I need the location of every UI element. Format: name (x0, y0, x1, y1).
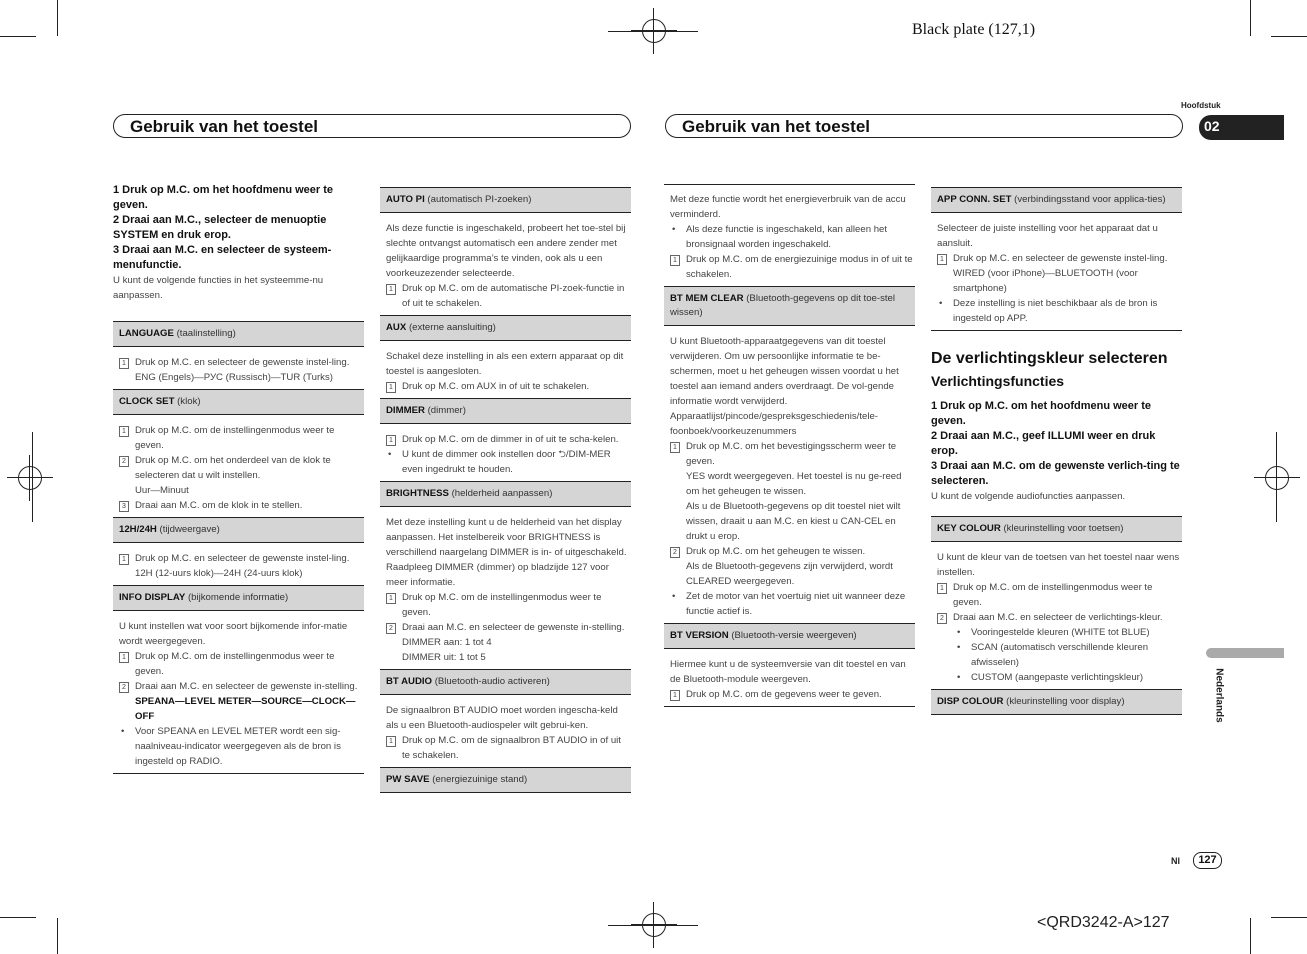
footer-lang: Nl (1171, 856, 1180, 866)
bullet-note: • CUSTOM (aangepaste verlichtingskleur) (931, 670, 1182, 685)
setting-bar-12h24h: 12H/24H (tijdweergave) (113, 517, 364, 543)
language-label: Nederlands (1213, 668, 1225, 723)
numbered-step: 1 Druk op M.C. om de instellingenmodus weer te geven. (931, 580, 1182, 610)
column-3 (664, 184, 915, 707)
section-title: Gebruik van het toestel (113, 114, 631, 138)
setting-bar-aux: AUX (externe aansluiting) (380, 315, 631, 341)
setting-text: Met deze functie wordt het energieverbruik van de accu verminderd. (670, 194, 906, 220)
bullet-note: • Deze instelling is niet beschikbaar als de bron is ingesteld op APP. (931, 296, 1182, 326)
setting-bar-key-colour: KEY COLOUR (kleurinstelling voor toetsen) (931, 516, 1182, 542)
language-tab (1206, 648, 1284, 658)
numbered-step: 1 Druk op M.C. om de dimmer in of uit te scha-kelen. (380, 432, 631, 447)
numbered-step: 1 Druk op M.C. om de automatische PI-zoek-functie in of uit te schakelen. (380, 281, 631, 311)
option-list: ENG (Engels)—РУС (Russisch)—TUR (Turks) (135, 372, 333, 383)
step-3: 3 Draai aan M.C. en selecteer de systeem-menufunctie. (113, 244, 332, 271)
step-3: 3 Draai aan M.C. om de gewenste verlich-ting te selecteren. (931, 460, 1180, 487)
subsection-heading: Verlichtingsfuncties (931, 373, 1065, 389)
column-2 (380, 187, 631, 801)
setting-bar-app-conn-set: APP CONN. SET (verbindingsstand voor applica-ties) (931, 187, 1182, 213)
numbered-step: 1 Druk op M.C. om de gegevens weer te geven. (664, 687, 915, 702)
bullet-note: • Vooringestelde kleuren (WHITE tot BLUE) (931, 625, 1182, 640)
crop-mark (1271, 36, 1307, 37)
step-2: 2 Draai aan M.C., selecteer de menuoptie SYSTEM en druk erop. (113, 214, 327, 241)
numbered-step: 1 Druk op M.C. om het bevestigingsscherm weer te geven. (664, 439, 915, 469)
column-4 (931, 187, 1182, 723)
step-2: 2 Draai aan M.C., geef ILLUMI weer en druk erop. (931, 430, 1156, 457)
chapter-number: 02 (1204, 118, 1220, 134)
numbered-step: 2 Draai aan M.C. en selecteer de gewenste in-stelling. (380, 620, 631, 635)
numbered-step: 2 Draai aan M.C. en selecteer de verlichtings-kleur. (931, 610, 1182, 625)
registration-mark (642, 913, 666, 937)
numbered-step: 1 Druk op M.C. om de energiezuinige modus in of uit te schakelen. (664, 252, 915, 282)
bullet-note: • Als deze functie is ingeschakeld, kan alleen het bronsignaal worden ingeschakeld. (664, 222, 915, 252)
setting-text: Hiermee kunt u de systeemversie van dit toestel en van de Bluetooth-module weergeven. (670, 659, 906, 685)
step-detail: Als u de Bluetooth-gegevens op dit toestel niet wilt wissen, draait u aan M.C. en kiest u CAN-CEL en drukt u erop. (686, 501, 901, 542)
option-list: DIMMER aan: 1 tot 4 (402, 637, 492, 648)
setting-bar-language: LANGUAGE (taalinstelling) (113, 321, 364, 347)
registration-mark (642, 19, 666, 43)
chapter-label: Hoofdstuk (1181, 101, 1221, 110)
setting-bar-info-display: INFO DISPLAY (bijkomende informatie) (113, 585, 364, 611)
crop-mark (1271, 917, 1307, 918)
option-list: 12H (12-uurs klok)—24H (24-uurs klok) (135, 568, 303, 579)
option-list: Uur—Minuut (135, 485, 189, 496)
section-title: Gebruik van het toestel (665, 114, 1183, 138)
crop-mark (57, 0, 58, 36)
setting-text: U kunt de kleur van de toetsen van het toestel naar wens instellen. (937, 552, 1180, 578)
document-code: <QRD3242-A>127 (1037, 914, 1170, 931)
step-3-text: U kunt de volgende functies in het systeemme-nu aanpassen. (113, 275, 324, 301)
setting-text: Met deze instelling kunt u de helderheid van het display aanpassen. Het instelbereik voor BRIGHTNESS is verschillend naargelang DIMMER is in- of uitgeschakeld. Raadpleeg DIMMER (dimmer) op bladzijde 127 voor meer informatie. (386, 517, 627, 588)
setting-text: U kunt instellen wat voor soort bijkomende infor-matie wordt weergegeven. (119, 621, 348, 647)
numbered-step: 1 Druk op M.C. en selecteer de gewenste instel-ling. (113, 551, 364, 566)
page-number: 127 (1193, 852, 1222, 869)
divider (931, 330, 1182, 331)
step-1: 1 Druk op M.C. om het hoofdmenu weer te geven. (113, 184, 334, 211)
crop-mark (1250, 918, 1251, 954)
crop-mark (57, 918, 58, 954)
divider (664, 706, 915, 707)
crop-mark (1250, 0, 1251, 36)
column-1 (113, 183, 364, 774)
numbered-step: 1 Druk op M.C. en selecteer de gewenste instel-ling. (931, 251, 1182, 266)
setting-bar-bt-mem-clear: BT MEM CLEAR (Bluetooth-gegevens op dit toe-stel wissen) (664, 286, 915, 326)
bullet-note: • SCAN (automatisch verschillende kleuren afwisselen) (931, 640, 1182, 670)
numbered-step: 2 Draai aan M.C. en selecteer de gewenste in-stelling. (113, 679, 364, 694)
option-list: DIMMER uit: 1 tot 5 (402, 652, 486, 663)
numbered-step: 1 Druk op M.C. om AUX in of uit te schakelen. (380, 379, 631, 394)
divider (113, 773, 364, 774)
setting-text: Schakel deze instelling in als een extern apparaat op dit toestel is aangesloten. (386, 351, 624, 377)
bullet-note: • Voor SPEANA en LEVEL METER wordt een sig-naalniveau-indicator weergegeven als de bron is ingesteld op RADIO. (113, 724, 364, 769)
crop-mark (0, 36, 36, 37)
step-3-text: U kunt de volgende audiofuncties aanpassen. (931, 491, 1126, 502)
setting-bar-bt-version: BT VERSION (Bluetooth-versie weergeven) (664, 623, 915, 649)
setting-bar-auto-pi: AUTO PI (automatisch PI-zoeken) (380, 187, 631, 213)
numbered-step: 1 Druk op M.C. om de instellingenmodus weer te geven. (113, 423, 364, 453)
setting-text: U kunt Bluetooth-apparaatgegevens van dit toestel verwijderen. Om uw persoonlijke informatie te be-schermen, moet u het geheugen wissen voordat u het toestel aan iemand anders overdraagt. De vol-gende informatie wordt verwijderd. Apparaatlijst/pincode/gespreksgeschiedenis/tele-foonboek/voorkeuzenummers (670, 336, 899, 437)
step-detail: YES wordt weergegeven. Het toestel is nu ge-reed om het geheugen te wissen. (686, 471, 902, 497)
setting-bar-clock: CLOCK SET (klok) (113, 389, 364, 415)
crop-mark (0, 917, 36, 918)
numbered-step: 2 Druk op M.C. om het geheugen te wissen. (664, 544, 915, 559)
bullet-note: • Zet de motor van het voertuig niet uit wanneer deze functie actief is. (664, 589, 915, 619)
section-heading: De verlichtingskleur selecteren (931, 350, 1168, 367)
registration-mark (1265, 466, 1289, 490)
step-1: 1 Druk op M.C. om het hoofdmenu weer te geven. (931, 400, 1152, 427)
numbered-step: 1 Druk op M.C. om de instellingenmodus weer te geven. (380, 590, 631, 620)
setting-text: De signaalbron BT AUDIO moet worden ingescha-keld als u een Bluetooth-audiospeler wilt gebrui-ken. (386, 705, 618, 731)
bullet-note: • U kunt de dimmer ook instellen door ⮌/DIM-MER even ingedrukt te houden. (380, 447, 631, 477)
registration-mark (18, 466, 42, 490)
numbered-step: 1 Druk op M.C. om de instellingenmodus weer te geven. (113, 649, 364, 679)
numbered-step: 2 Druk op M.C. om het onderdeel van de klok te selecteren dat u wilt instellen. (113, 453, 364, 483)
numbered-step: 1 Druk op M.C. en selecteer de gewenste instel-ling. (113, 355, 364, 370)
numbered-step: 3 Draai aan M.C. om de klok in te stellen. (113, 498, 364, 513)
step-detail: Als de Bluetooth-gegevens zijn verwijderd, wordt CLEARED weergegeven. (686, 561, 893, 587)
numbered-step: 1 Druk op M.C. om de signaalbron BT AUDIO in of uit te schakelen. (380, 733, 631, 763)
setting-bar-brightness: BRIGHTNESS (helderheid aanpassen) (380, 481, 631, 507)
plate-label: Black plate (127,1) (912, 21, 1036, 38)
setting-bar-pw-save: PW SAVE (energiezuinige stand) (380, 767, 631, 793)
setting-bar-dimmer: DIMMER (dimmer) (380, 398, 631, 424)
setting-text: Als deze functie is ingeschakeld, probeert het toe-stel bij slechte ontvangst automatisch een andere zender met gelijkaardige programma’s te vinden, ook als u een voorkeuzezender selecteerde. (386, 223, 626, 279)
setting-bar-disp-colour: DISP COLOUR (kleurinstelling voor display) (931, 689, 1182, 715)
option-list: SPEANA—LEVEL METER—SOURCE—CLOCK—OFF (135, 696, 356, 722)
option-list: WIRED (voor iPhone)—BLUETOOTH (voor smartphone) (953, 268, 1138, 294)
setting-bar-bt-audio: BT AUDIO (Bluetooth-audio activeren) (380, 669, 631, 695)
setting-text: Selecteer de juiste instelling voor het apparaat dat u aansluit. (937, 223, 1158, 249)
